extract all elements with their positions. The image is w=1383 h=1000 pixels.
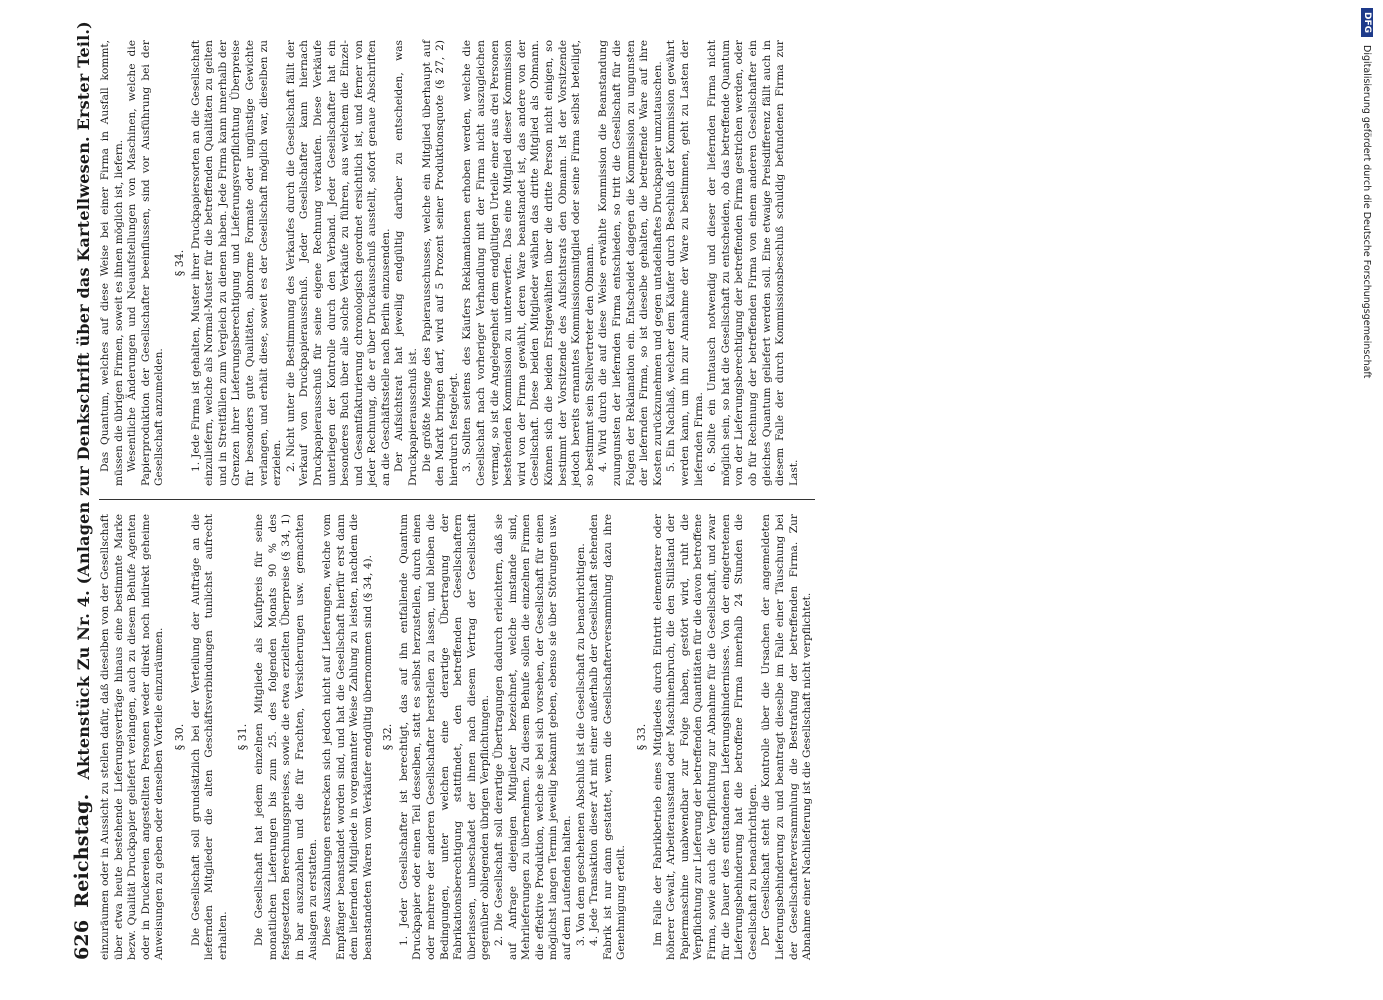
paragraph: Die Gesellschaft hat jedem einzelnen Mitgliede als Kaufpreis für seine monatlichen Lieferungen bis zum 25. des folgenden Monats 90 % des festgesetzten Berechnungspreises, sowie die etwa erzielten Überpreise (§ 34, 1) in bar auszuzahlen und die für Frachten, Versicherungen usw. gemachten Auslagen zu erstatten. (252, 514, 320, 960)
dfg-logo: DFG (1361, 8, 1373, 37)
column-divider (99, 500, 815, 501)
header-organization: Reichstag. (71, 793, 93, 908)
section-heading: § 32. (381, 723, 395, 751)
document-page (41, 0, 1341, 1000)
paragraph: Der Gesellschaft steht die Kontrolle über die Ursachen der angemeldeten Lieferungsbehinderung zu und beantragt dieselbe im Falle einer Täuschung bei der Gesellschafterversammlung die Bestrafung der betreffenden Firma. Zur Abnahme einer Nachlieferung ist die Gesellschaft nicht verpflichtet. (760, 514, 814, 960)
page-number: 626 (71, 919, 93, 960)
paragraph: Wesentliche Änderungen und Neuaufstellungen von Maschinen, welche die Papierproduktion der Gesellschafter beeinflussen, sind vor Ausführung bei der Gesellschaft anzumelden. (126, 40, 166, 486)
paragraph: 5. Ein Nachlaß, welcher dem Käufer durch Beschluß der Kommission gewährt werden kann, um ihn zur Annahme der Ware zu bestimmen, geht zu Lasten der liefernden Firma. (665, 40, 705, 486)
header-title: Aktenstück Zu Nr. 4. (Anlagen zur Denkschrift über das Kartellwesen. Erster Teil.) (74, 21, 93, 780)
paragraph: 1. Jeder Gesellschafter ist berechtigt, das auf ihn entfallende Quantum Druckpapier oder einen Teil desselben, statt es selbst herzustellen, durch einen oder mehrere der anderen Gesellschafter herstellen zu lassen, und bleiben die Bedingungen, unter welchen eine derartige Übertragung der Fabrikationsberechtigung stattfindet, den betreffenden Gesellschaftern überlassen, unbeschadet der ihnen nach diesem Vertrag der Gesellschaft gegenüber obliegenden übrigen Verpflichtungen. (397, 514, 492, 960)
paragraph: Die größte Menge des Papierausschusses, welche ein Mitglied überhaupt auf den Markt bringen darf, wird auf 5 Prozent seiner Produktionsquote (§ 27, 2) hierdurch festgelegt. (420, 40, 460, 486)
paragraph: Die Gesellschaft soll grundsätzlich bei der Verteilung der Aufträge an die liefernden Mitglieder die alten Geschäftsverbindungen tunlichst aufrecht erhalten. (189, 514, 229, 960)
page-header (41, 21, 93, 960)
digitization-note (1355, 8, 1379, 992)
section-heading: § 33. (634, 723, 648, 751)
digitization-text: Digitalisierung gefördert durch die Deutsche Forschungsgemeinschaft (1361, 45, 1373, 379)
left-column (99, 514, 815, 960)
paragraph: 4. Jede Transaktion dieser Art mit einer außerhalb der Gesellschaft stehenden Fabrik ist nur dann gestattet, wenn die Gesellschafterversammlung dazu ihre Genehmigung erteilt. (588, 514, 628, 960)
paragraph: 2. Die Gesellschaft soll derartige Übertragungen dadurch erleichtern, daß sie auf Anfrage diejenigen Mitglieder bezeichnet, welche imstande sind, Mehrlieferungen zu übernehmen. Zu diesem Behufe sollen die einzelnen Firmen die effektive Produktion, welche sie bei sich vorsehen, der Gesellschaft für einen möglichst langen Termin jeweilig bekannt geben, ebenso sie über Störungen usw. auf dem Laufenden halten. (493, 514, 573, 960)
paragraph: 1. Jede Firma ist gehalten, Muster ihrer Druckpapiersorten an die Gesellschaft einzuliefern, welche als Normal-Muster für die betreffenden Qualitäten zu gelten und in Streitfällen zum Vergleich zu dienen haben. Jede Firma kann innerhalb der Grenzen ihrer Lieferungsberechtigung und Lieferungsverpflichtung Überpreise für besonders gute Qualitäten, abnorme Formate oder ungünstige Gewichte verlangen, und erhält diese, soweit es der Gesellschaft möglich war, dieselben zu erzielen. (189, 40, 284, 486)
paragraph: 2. Nicht unter die Bestimmung des Verkaufes durch die Gesellschaft fällt der Verkauf von Druckpapierausschuß. Jeder Gesellschafter kann hiernach Druckpapierausschuß für seine eigene Rechnung verkaufen. Diese Verkäufe unterliegen der Kontrolle durch den Verband. Jeder Gesellschafter hat ein besonderes Buch über alle solche Verkäufe zu führen, aus welchem die Einzel- und Gesamtfakturierung chronologisch geordnet ersichtlich ist, und ferner von jeder Rechnung, die er über Druckausschuß ausstellt, sofort genaue Abschriften an die Geschäftsstelle nach Berlin einzusenden. (284, 40, 392, 486)
paragraph: einzuräumen oder in Aussicht zu stellen dafür, daß dieselben von der Gesellschaft über etwa heute bestehende Lieferungsverträge hinaus eine bestimmte Marke bezw. Qualität Druckpapier geliefert verlangen, auch zu diesem Behufe Agenten oder in Druckereien angestellten Personen weder direkt noch indirekt geheime Anweisungen zu geben oder denselben Vorteile einzuräumen. (99, 514, 166, 960)
paragraph: 4. Wird durch die auf diese Weise erwählte Kommission die Beanstandung zuungunsten der liefernden Firma entschieden, so tritt die Gesellschaft für die Folgen der Reklamation ein. Entscheidet dagegen die Kommission zu ungunsten der liefernden Firma, so ist dieselbe gehalten, die betreffende Ware auf ihre Kosten zurückzunehmen und gegen untadelhaftes Druckpapier umzutauschen. (597, 40, 664, 486)
paragraph: 3. Sollten seitens des Käufers Reklamationen erhoben werden, welche die Gesellschaft nach vorheriger Verhandlung mit der Firma nicht auszugleichen vermag, so ist die Angelegenheit dem endgültigen Urteile einer aus drei Personen bestehenden Kommission zu unterwerfen. Das eine Mitglied dieser Kommission wird von der Firma gewählt, deren Ware beanstandet ist, das andere von der Gesellschaft. Diese beiden Mitglieder wählen das dritte Mitglied als Obmann. Können sich die beiden Erstgewählten über die dritte Person nicht einigen, so bestimmt der Vorsitzende des Aufsichtsrats den Obmann. Ist der Vorsitzende jedoch bereits ernanntes Kommissionsmitglied oder seine Firma selbst beteiligt, so bestimmt sein Stellvertreter den Obmann. (461, 40, 596, 486)
section-heading: § 34. (172, 249, 186, 277)
section-heading: § 31. (236, 723, 250, 751)
paragraph: Im Falle der Fabrikbetrieb eines Mitgliedes durch Eintritt elementarer oder höherer Gewalt, Arbeiterausstand oder Maschinenbruch, die den Stillstand der Papiermaschine unabwendbar zur Folge haben, gestört wird, ruht die Verpflichtung zur Lieferung der betreffenden Quantitäten für die davon betroffene Firma, sowie auch die Verpflichtung zur Abnahme für die Gesellschaft, und zwar für die Dauer des entstandenen Lieferungshindernisses. Von der eingetretenen Lieferungsbehinderung hat die betroffene Firma innerhalb 24 Stunden die Gesellschaft zu benachrichtigen. (651, 514, 759, 960)
paragraph: Das Quantum, welches auf diese Weise bei einer Firma in Ausfall kommt, müssen die übrigen Firmen, soweit es ihnen möglich ist, liefern. (99, 40, 125, 486)
paragraph: 3. Von dem geschehenen Abschluß ist die Gesellschaft zu benachrichtigen. (574, 543, 587, 946)
paragraph: Diese Auszahlungen erstrecken sich jedoch nicht auf Lieferungen, welche vom Empfänger beanstandet worden sind, und hat die Gesellschaft hierfür erst dann dem liefernden Mitgliede in vorgenannter Weise Zahlung zu leisten, nachdem die beanstandeten Waren vom Verkäufer endgültig übernommen sind (§ 34, 4). (320, 514, 374, 960)
paragraph: Der Aufsichtsrat hat jeweilig endgültig darüber zu entscheiden, was Druckpapierausschuß ist. (393, 40, 420, 486)
text-columns (99, 40, 815, 960)
right-column (99, 40, 815, 486)
section-heading: § 30. (172, 723, 186, 751)
paragraph: 6. Sollte ein Umtausch notwendig und dieser der liefernden Firma nicht möglich sein, so hat die Gesellschaft zu entscheiden, ob das betreffende Quantum von der Lieferungsberechtigung der betreffenden Firma gestrichen werden, oder ob für Rechnung der betreffenden Firma von einem anderen Gesellschafter ein gleiches Quantum geliefert werden soll. Eine etwaige Preisdifferenz fällt auch in diesem Falle der durch Kommissionsbeschluß schuldig befundenen Firma zur Last. (706, 40, 800, 486)
